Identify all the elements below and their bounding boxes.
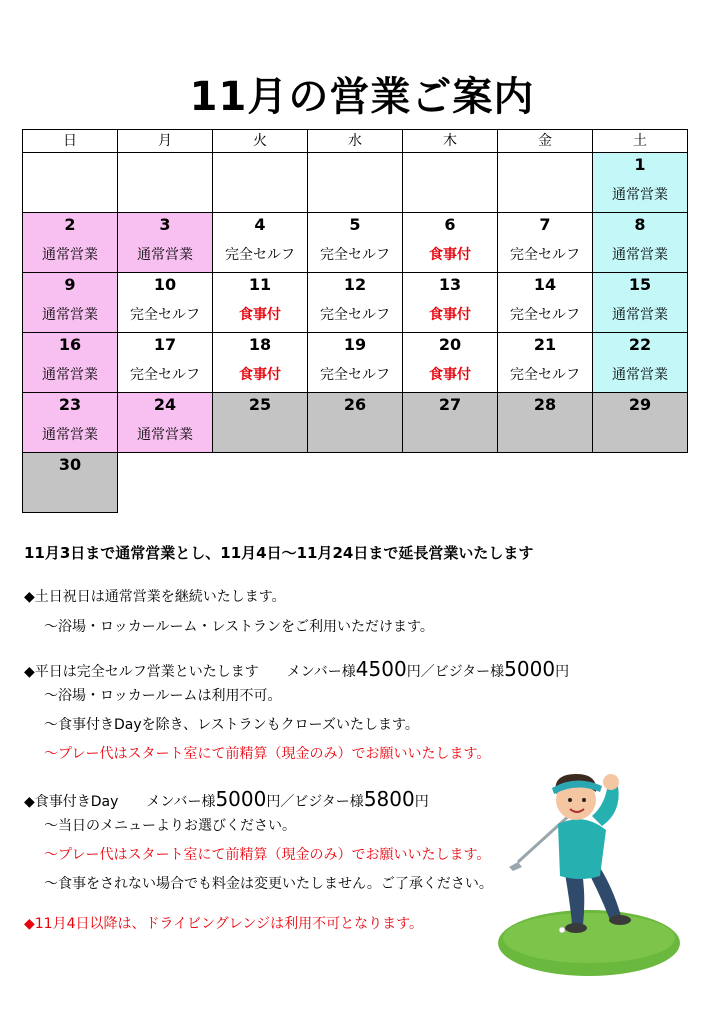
weekday-thu: 木 bbox=[403, 130, 498, 153]
day-status-label: 通常営業 bbox=[137, 427, 193, 443]
golfer-shirt-icon bbox=[558, 819, 606, 879]
day-status-label: 通常営業 bbox=[612, 367, 668, 383]
day-number: 13 bbox=[438, 275, 462, 294]
day-status-label: 通常営業 bbox=[612, 187, 668, 203]
meal-payment-note: ～プレー代はスタート室にて前精算（現金のみ）でお願いいたします。 bbox=[44, 847, 491, 863]
day-number: 15 bbox=[628, 275, 652, 294]
day-number: 29 bbox=[628, 395, 652, 414]
day-status-label: 完全セルフ bbox=[320, 307, 390, 323]
day-status-label: 完全セルフ bbox=[130, 307, 200, 323]
day-number: 5 bbox=[349, 215, 361, 234]
meal-detail-1: ～当日のメニューよりお選びください。 bbox=[44, 818, 296, 834]
weekday-detail-1: ～浴場・ロッカールームは利用不可。 bbox=[44, 688, 282, 704]
weekday-yen-2: 円 bbox=[555, 664, 570, 680]
day-status-label: 通常営業 bbox=[612, 307, 668, 323]
day-status-label: 通常営業 bbox=[42, 247, 98, 263]
day-status-label: 完全セルフ bbox=[225, 247, 295, 263]
day-number: 16 bbox=[58, 335, 82, 354]
weekday-sun: 日 bbox=[23, 130, 118, 153]
day-number: 4 bbox=[254, 215, 266, 234]
weekday-fri: 金 bbox=[498, 130, 593, 153]
weekday-visitor-price: 5000 bbox=[504, 657, 556, 681]
meal-member-label: メンバー様 bbox=[146, 794, 216, 810]
extension-headline: 11月3日まで通常営業とし、11月4日～11月24日まで延長営業いたします bbox=[24, 544, 534, 562]
day-number: 11 bbox=[248, 275, 272, 294]
meal-status-label: 食事付 bbox=[429, 367, 471, 383]
day-number: 19 bbox=[343, 335, 367, 354]
golfer-illustration bbox=[496, 760, 696, 980]
day-status-label: 完全セルフ bbox=[320, 367, 390, 383]
day-number: 3 bbox=[159, 215, 171, 234]
meal-visitor-price: 5800 bbox=[363, 787, 415, 811]
golfer-hand-icon bbox=[603, 774, 619, 790]
meal-status-label: 食事付 bbox=[429, 247, 471, 263]
driving-range-note: ◆11月4日以降は、ドライビングレンジは利用不可となります。 bbox=[24, 916, 423, 932]
meal-detail-3: ～食事をされない場合でも料金は変更いたしません。ご了承ください。 bbox=[44, 876, 493, 892]
day-number: 18 bbox=[248, 335, 272, 354]
meal-visitor-label: ／ビジター様 bbox=[280, 794, 364, 810]
day-number: 2 bbox=[64, 215, 76, 234]
day-number: 17 bbox=[153, 335, 177, 354]
day-number: 10 bbox=[153, 275, 177, 294]
day-number: 1 bbox=[634, 155, 646, 174]
day-number: 21 bbox=[533, 335, 557, 354]
day-number: 26 bbox=[343, 395, 367, 414]
weekday-mon: 月 bbox=[118, 130, 213, 153]
day-status-label: 通常営業 bbox=[612, 247, 668, 263]
weekday-heading bbox=[24, 659, 569, 682]
weekday-heading-text: ◆平日は完全セルフ営業といたします bbox=[24, 664, 259, 680]
day-status-label: 通常営業 bbox=[137, 247, 193, 263]
page-title: 11月の営業ご案内 bbox=[189, 74, 535, 120]
day-number: 14 bbox=[533, 275, 557, 294]
day-status-label: 完全セルフ bbox=[320, 247, 390, 263]
weekday-member-price: 4500 bbox=[355, 657, 407, 681]
meal-day-heading bbox=[24, 789, 429, 812]
day-status-label: 通常営業 bbox=[42, 367, 98, 383]
meal-yen-2: 円 bbox=[414, 794, 429, 810]
day-number: 24 bbox=[153, 395, 177, 414]
day-number: 12 bbox=[343, 275, 367, 294]
meal-member-price: 5000 bbox=[215, 787, 267, 811]
weekend-heading: ◆土日祝日は通常営業を継続いたします。 bbox=[24, 589, 286, 605]
weekday-tue: 火 bbox=[213, 130, 308, 153]
day-number: 6 bbox=[444, 215, 456, 234]
day-number: 22 bbox=[628, 335, 652, 354]
meal-heading-text: ◆食事付きDay bbox=[24, 794, 119, 810]
golf-ball-icon bbox=[559, 927, 565, 933]
day-number: 27 bbox=[438, 395, 462, 414]
day-number: 28 bbox=[533, 395, 557, 414]
day-status-label: 完全セルフ bbox=[510, 367, 580, 383]
weekday-payment-note: ～プレー代はスタート室にて前精算（現金のみ）でお願いいたします。 bbox=[44, 746, 491, 762]
day-number: 23 bbox=[58, 395, 82, 414]
meal-yen-1: 円 bbox=[266, 794, 281, 810]
day-number: 8 bbox=[634, 215, 646, 234]
day-status-label: 完全セルフ bbox=[510, 307, 580, 323]
day-number: 25 bbox=[248, 395, 272, 414]
day-status-label: 完全セルフ bbox=[510, 247, 580, 263]
day-status-label: 通常営業 bbox=[42, 307, 98, 323]
weekend-detail: ～浴場・ロッカールーム・レストランをご利用いただけます。 bbox=[44, 619, 434, 635]
meal-status-label: 食事付 bbox=[239, 307, 281, 323]
weekday-visitor-label: ／ビジター様 bbox=[420, 664, 505, 680]
day-number: 9 bbox=[64, 275, 76, 294]
weekday-member-label: メンバー様 bbox=[286, 664, 356, 680]
meal-status-label: 食事付 bbox=[429, 307, 471, 323]
weekday-detail-2: ～食事付きDayを除き、レストランもクローズいたします。 bbox=[44, 717, 419, 733]
weekday-wed: 水 bbox=[308, 130, 403, 153]
day-status-label: 完全セルフ bbox=[130, 367, 200, 383]
weekday-yen-1: 円 bbox=[406, 664, 421, 680]
day-number: 7 bbox=[539, 215, 551, 234]
weekday-sat: 土 bbox=[593, 130, 688, 153]
day-number: 20 bbox=[438, 335, 462, 354]
day-status-label: 通常営業 bbox=[42, 427, 98, 443]
day-number: 30 bbox=[58, 455, 82, 474]
meal-status-label: 食事付 bbox=[239, 367, 281, 383]
